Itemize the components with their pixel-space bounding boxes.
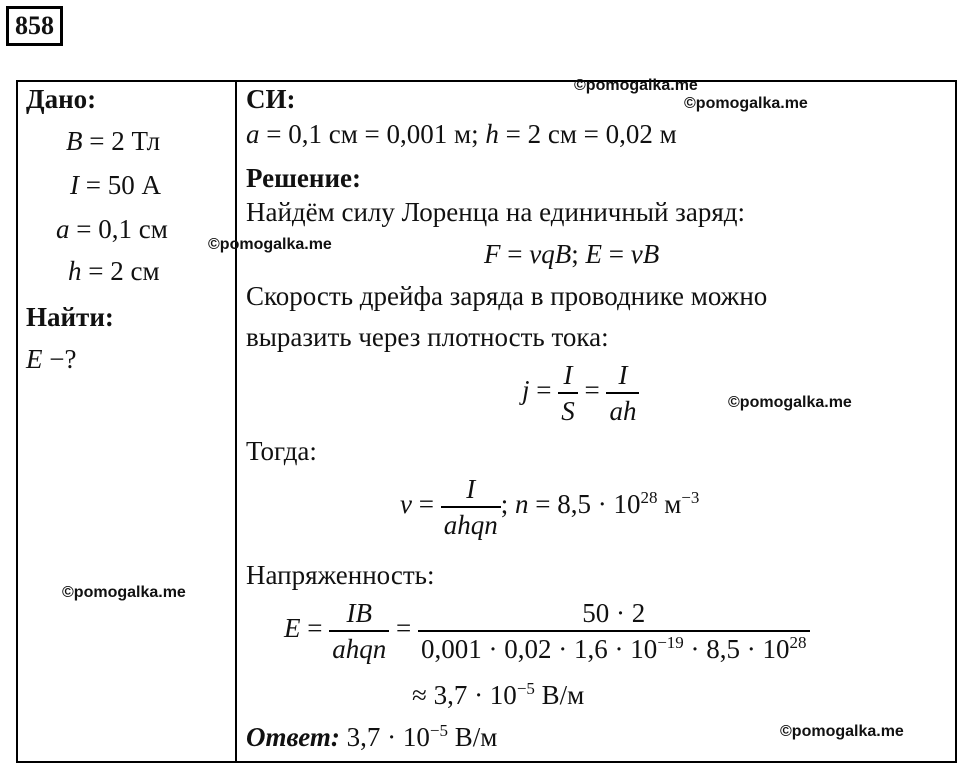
problem-number: 858 (6, 6, 63, 46)
intensity-formula: E = $\frac{IB}{\text{ahqn}}$ = $\frac{50 \cdot 2}{0,001 \cdot 0,02 \cdot 1,6 \cdot 10^{-19} \cdot 8,5 \cdot 10^{28}}$ (284, 596, 810, 666)
watermark: ©pomogalka.me (208, 236, 332, 253)
watermark: ©pomogalka.me (684, 95, 808, 112)
si-line: a = 0,1 см = 0,001 м; h = 2 см = 0,02 м (246, 119, 677, 149)
velocity-formula: v = $\frac{I}{\text{ahqn}}$ ; $n = 8,5 \cdot 10^{28}$ $м^{-3}$ (400, 474, 700, 540)
solution-line1: Найдём силу Лоренца на единичный заряд: (246, 197, 745, 227)
then-label: Тогда: (246, 436, 317, 466)
answer-line: Ответ: $3,7 \cdot 10^{-5}$ В/м (246, 721, 498, 752)
watermark: ©pomogalka.me (780, 723, 904, 740)
solution-line2: Скорость дрейфа заряда в проводнике можно (246, 281, 768, 311)
find-header: Найти: (26, 302, 114, 332)
intensity-label: Напряженность: (246, 560, 435, 590)
current-density-formula: j = $\frac{I}{S}$ = $\frac{I}{ah}$ (522, 358, 639, 428)
given-h: h = 2 см (68, 256, 160, 286)
approx-result: ≈ $3,7 \cdot 10^{-5}$ В/м (412, 679, 585, 710)
si-header: СИ: (246, 84, 296, 114)
given-a-value: = 0,1 см (76, 214, 168, 244)
find-value: E −? (26, 344, 77, 374)
given-h-value: = 2 см (88, 256, 160, 286)
column-divider (235, 80, 237, 763)
watermark: ©pomogalka.me (728, 394, 852, 411)
solution-header: Решение: (246, 163, 361, 193)
given-i: I = 50 А (70, 170, 161, 200)
solution-line3: выразить через плотность тока: (246, 322, 609, 352)
given-i-value: = 50 А (85, 170, 161, 200)
lorentz-formula: F = vqB; E = vB (484, 239, 660, 269)
given-b-value: = 2 Тл (89, 126, 161, 156)
given-a: a = 0,1 см (56, 214, 168, 244)
watermark: ©pomogalka.me (62, 584, 186, 601)
given-header: Дано: (26, 84, 97, 114)
given-b: B = 2 Тл (66, 126, 161, 156)
watermark: ©pomogalka.me (574, 77, 698, 94)
